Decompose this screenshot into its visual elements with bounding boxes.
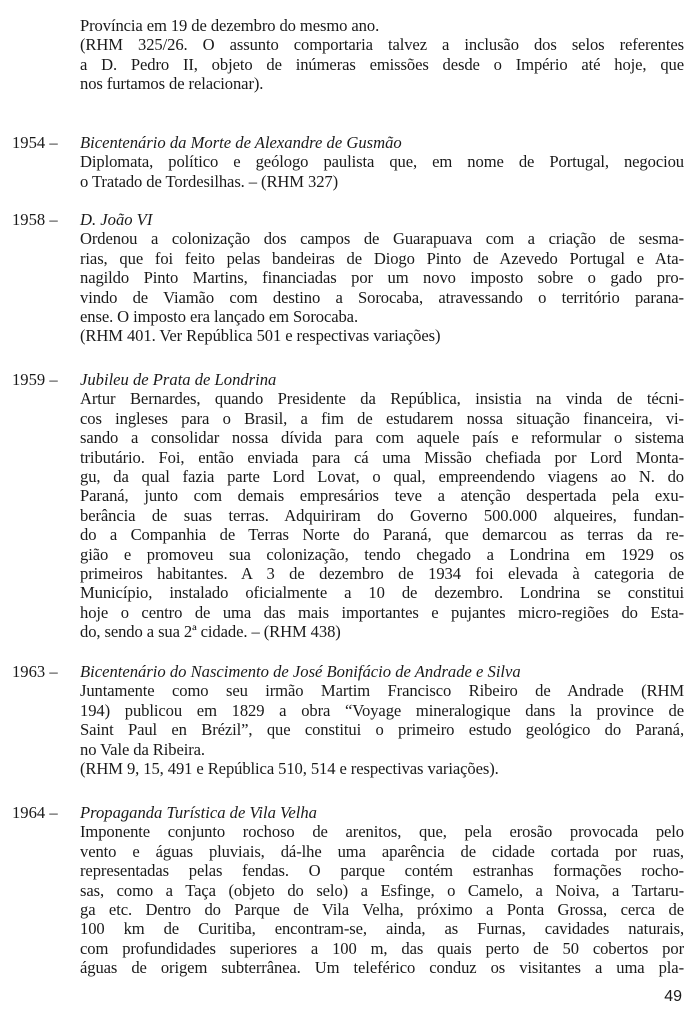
entry-line: nagildo Pinto Martins, financiadas por um novo imposto sobre o gado pro- (80, 268, 684, 288)
entry-line: Juntamente como seu irmão Martim Francisco Ribeiro de Andrade (RHM (80, 681, 684, 701)
entry-line: 100 km de Curitiba, encontram-se, ainda, as Furnas, cavidades naturais, (80, 919, 684, 939)
entry-body (80, 803, 684, 978)
intro-line: (RHM 325/26. O assunto comportaria talvez a inclusão dos selos referentes (80, 35, 684, 55)
entry-title: D. João VI (80, 210, 153, 229)
page-number: 49 (664, 988, 682, 1005)
entry-line: (RHM 401. Ver República 501 e respectivas variações) (80, 326, 441, 346)
entry-year: 1958 – (12, 210, 58, 229)
entry-line: gu, da qual fazia parte Lord Lovat, o qual, empreendendo viagens ao N. do (80, 467, 684, 487)
entry-line: rias, que foi feito pelas bandeiras de Diogo Pinto de Azevedo Portugal e Ata- (80, 248, 684, 268)
entry-line: o Tratado de Tordesilhas. – (RHM 327) (80, 171, 339, 191)
entry-line: sando a consolidar nossa dívida para com aquele país e reformular o sistema (80, 428, 684, 448)
entry-line: Imponente conjunto rochoso de arenitos, que, pela erosão provocada pelo (80, 822, 684, 842)
entry-body (80, 662, 684, 778)
entry-line: tributário. Foi, então enviada para cá uma Missão chefiada por Lord Monta- (80, 447, 684, 467)
entry-line: cos ingleses para o Brasil, a fim de estudarem nossa situação financeira, vi- (80, 408, 684, 428)
entry-title: Jubileu de Prata de Londrina (80, 370, 277, 389)
entry-line: hoje o centro de uma das mais importantes e pujantes micro-regiões do Esta- (80, 602, 684, 622)
entry-line: Saint Paul en Brézil”, que constitui o primeiro estudo geológico do Paraná, (80, 720, 684, 740)
intro-continuation (80, 16, 684, 94)
entry-line: gião e promoveu sua colonização, tendo chegado a Londrina em 1929 os (80, 544, 684, 564)
entry-line: águas de origem subterrânea. Um teleférico conduz os visitantes a uma pla- (80, 958, 684, 978)
entry-line: sas, como a Taça (objeto do selo) a Esfinge, o Camelo, a Noiva, a Tartaru- (80, 880, 684, 900)
entry-line: primeiros habitantes. A 3 de dezembro de 1934 foi elevada à categoria de (80, 564, 684, 584)
entry-line: 194) publicou em 1829 a obra “Voyage mineralogique dans la province de (80, 700, 684, 720)
intro-line: Província em 19 de dezembro do mesmo ano. (80, 16, 380, 35)
entry-line: (RHM 9, 15, 491 e República 510, 514 e respectivas variações). (80, 759, 499, 779)
entry-line: ense. O imposto era lançado em Sorocaba. (80, 307, 358, 327)
entry-line: vindo de Viamão com destino a Sorocaba, atravessando o território parana- (80, 287, 684, 307)
entry-line: do a Companhia de Terras Norte do Paraná, que demarcou as terras da re- (80, 525, 684, 545)
entry-line: com profundidades superiores a 100 m, das quais perto de 50 cobertos por (80, 938, 684, 958)
intro-line: nos furtamos de relacionar). (80, 74, 264, 94)
entry-line: Diplomata, político e geólogo paulista que, em nome de Portugal, negociou (80, 152, 684, 172)
entry-year: 1954 – (12, 133, 58, 152)
entry-line: representadas pelas fendas. O parque contém estranhas formações rocho- (80, 861, 684, 881)
entry-body (80, 210, 684, 346)
entry-line: Município, instalado oficialmente a 10 de dezembro. Londrina se constitui (80, 583, 684, 603)
entry-line: Artur Bernardes, quando Presidente da República, insistia na vinda de técni- (80, 389, 684, 409)
entry-year: 1959 – (12, 370, 58, 389)
entry-title: Bicentenário da Morte de Alexandre de Gusmão (80, 133, 402, 152)
intro-line: a D. Pedro II, objeto de inúmeras emissões desde o Império até hoje, que (80, 54, 684, 74)
entry-line: ga etc. Dentro do Parque de Vila Velha, próximo a Ponta Grossa, cerca de (80, 900, 684, 920)
entry-line: vento e águas pluviais, dá-lhe uma aparência de cidade cortada por ruas, (80, 841, 684, 861)
entry-body (80, 370, 684, 642)
entry-year: 1963 – (12, 662, 58, 681)
entry-line: Ordenou a colonização dos campos de Guarapuava com a criação de sesma- (80, 229, 684, 249)
entry-body (80, 133, 684, 191)
entry-line: berância de suas terras. Adquiriram do Governo 500.000 alqueires, fundan- (80, 505, 684, 525)
entry-line: do, sendo a sua 2ª cidade. – (RHM 438) (80, 622, 341, 642)
entry-year: 1964 – (12, 803, 58, 822)
entry-line: Paraná, junto com demais empresários teve a atenção despertada pela exu- (80, 486, 684, 506)
entry-line: no Vale da Ribeira. (80, 739, 205, 759)
entry-title: Bicentenário do Nascimento de José Bonifácio de Andrade e Silva (80, 662, 521, 681)
entry-title: Propaganda Turística de Vila Velha (80, 803, 317, 822)
